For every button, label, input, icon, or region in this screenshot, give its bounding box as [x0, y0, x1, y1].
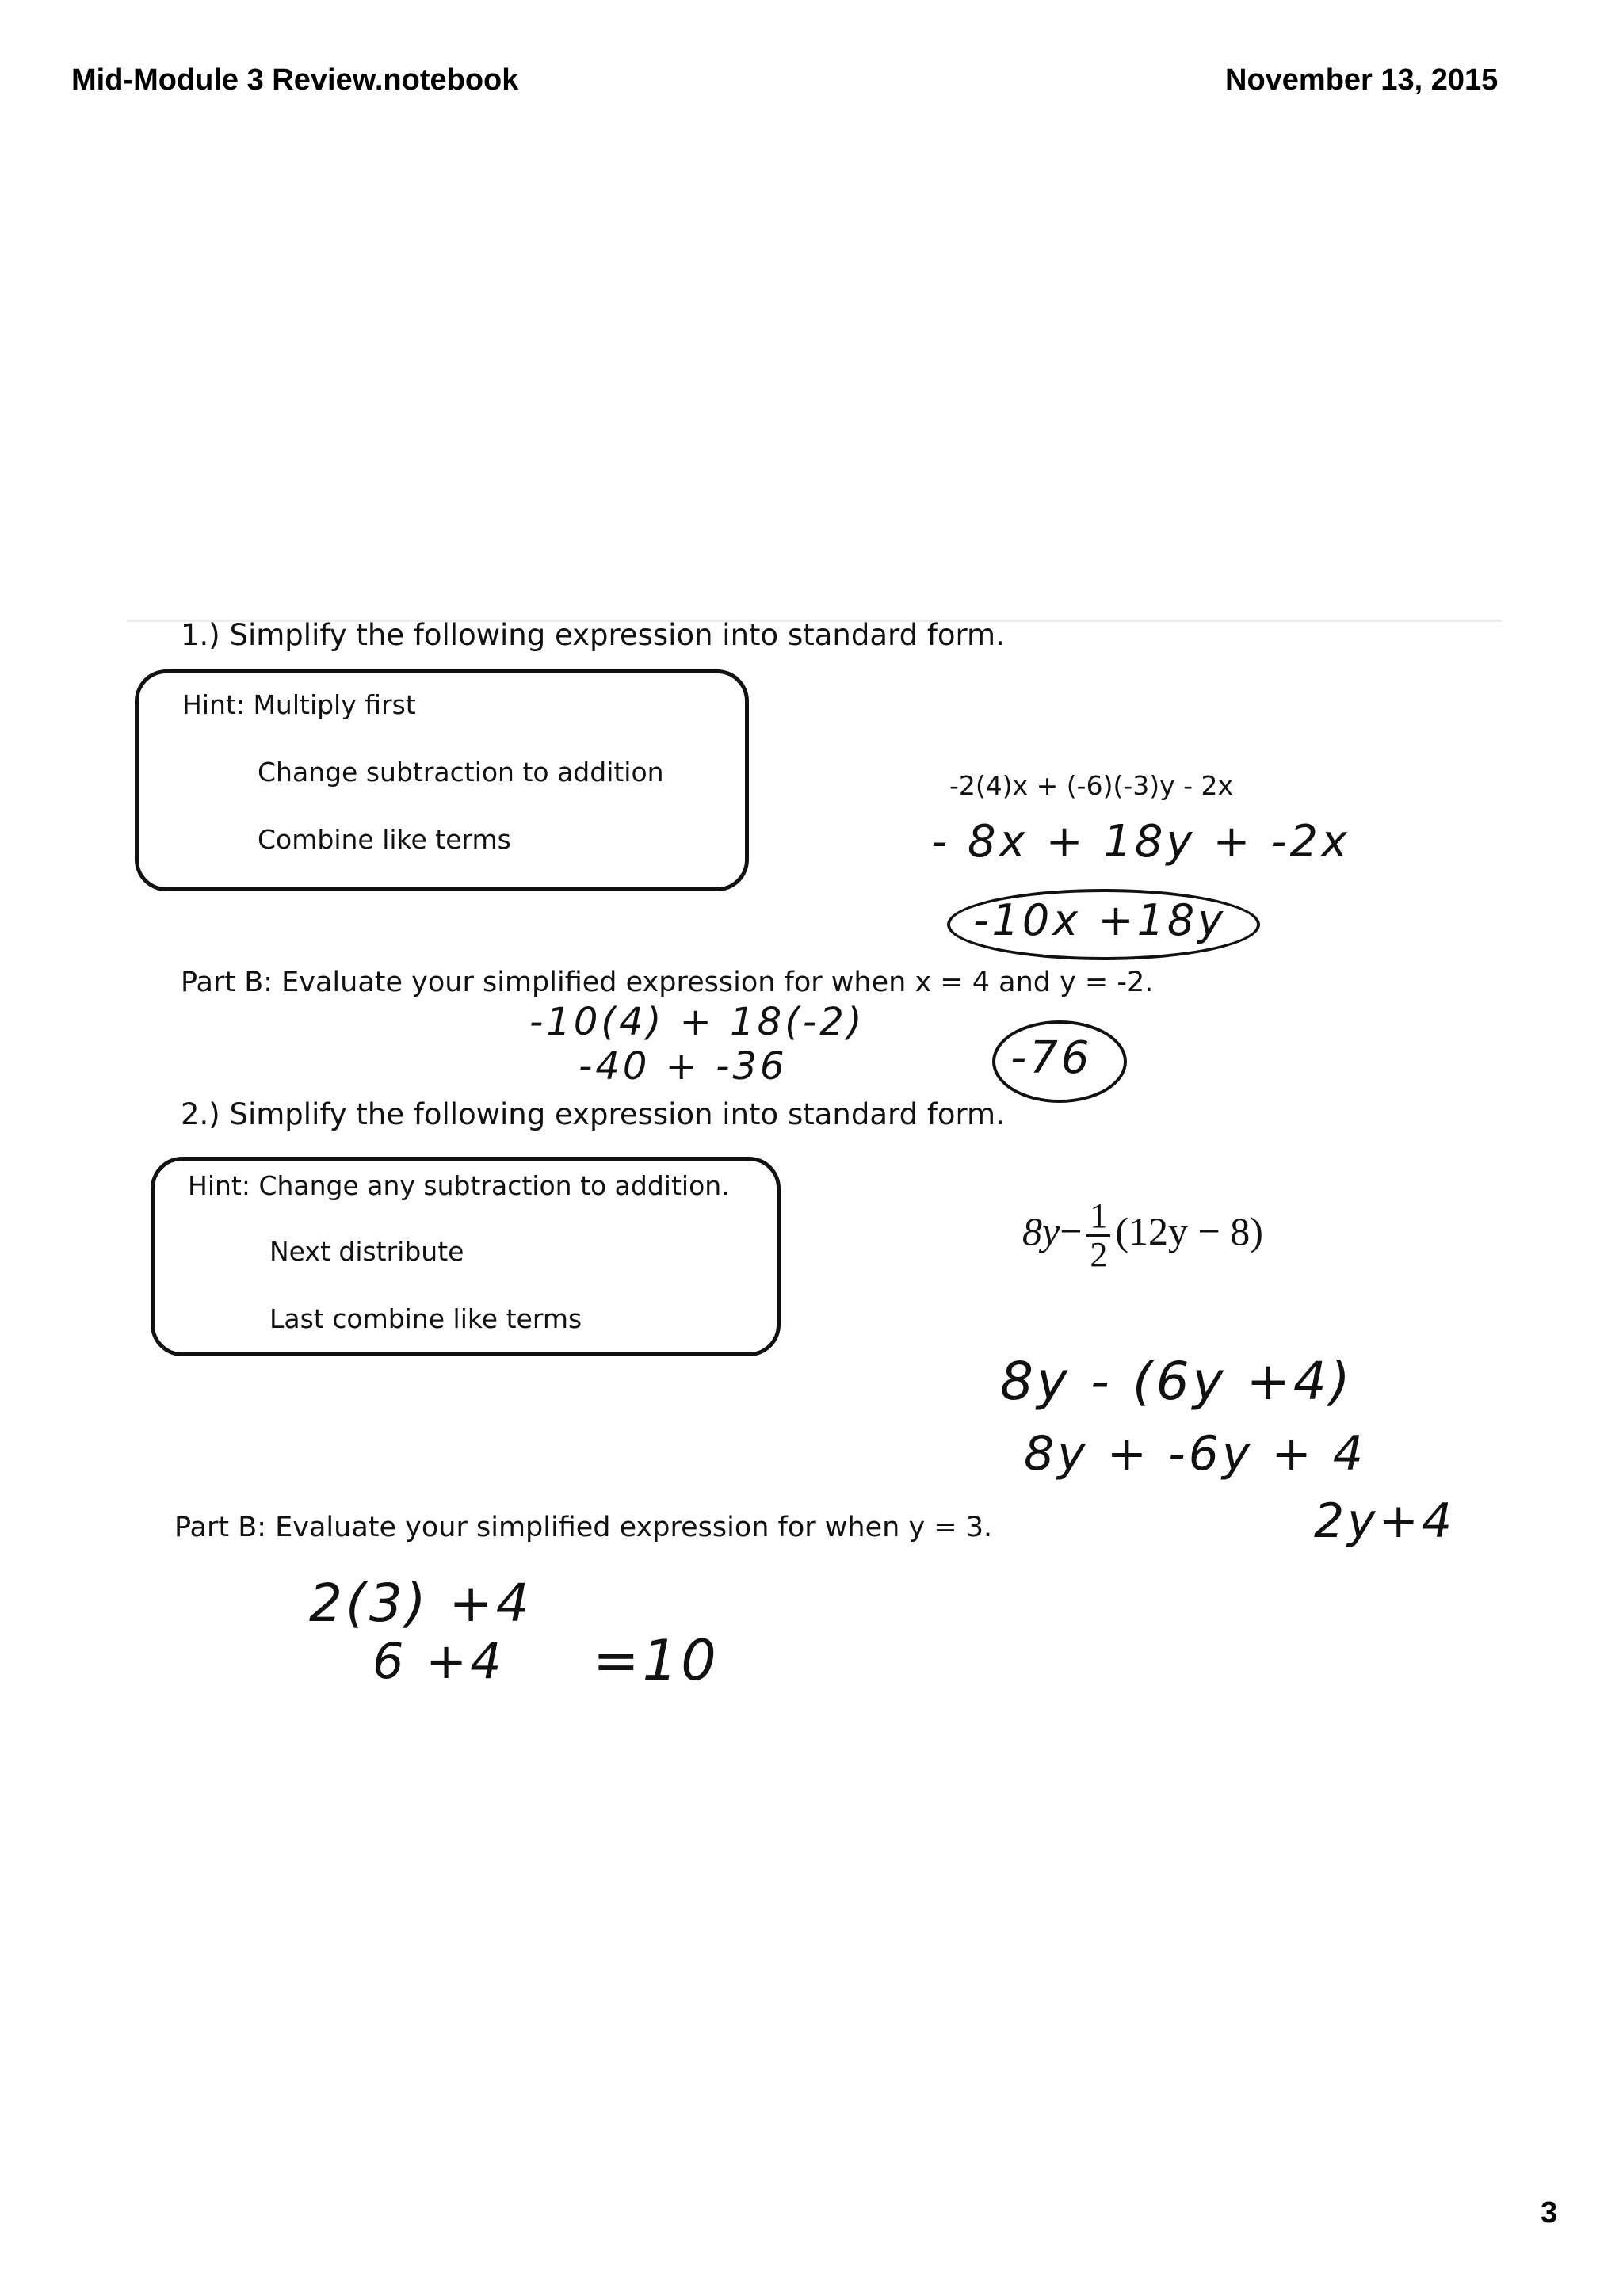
problem2-expression — [1022, 1198, 1263, 1273]
problem2-partb-answer: =10 — [593, 1628, 720, 1693]
problem1-hint-1: Hint: Multiply first — [182, 689, 416, 720]
problem1-partb-work-2: -40 + -36 — [579, 1044, 788, 1089]
problem2-hint-3: Last combine like terms — [269, 1303, 582, 1334]
problem1-work-step1: - 8x + 18y + -2x — [931, 816, 1351, 868]
problem2-expr-tail: (12y − 8) — [1115, 1208, 1263, 1253]
problem2-answer: 2y+4 — [1314, 1493, 1456, 1549]
problem1-answer: -10x +18y — [973, 895, 1227, 945]
problem2-partb-work-2: 6 +4 — [372, 1632, 505, 1690]
notebook-title: Mid-Module 3 Review.notebook — [71, 63, 519, 97]
problem2-expr-minus: − — [1060, 1208, 1083, 1253]
problem1-expression: -2(4)x + (-6)(-3)y - 2x — [949, 770, 1234, 801]
problem2-expr-fraction — [1086, 1198, 1110, 1273]
problem2-hint-box — [151, 1157, 781, 1356]
page-date: November 13, 2015 — [1225, 63, 1499, 97]
page-number: 3 — [1541, 2196, 1558, 2229]
problem2-partb-prompt: Part B: Evaluate your simplified expression for when y = 3. — [174, 1512, 993, 1543]
problem1-hint-2: Change subtraction to addition — [258, 757, 664, 788]
problem1-partb-work-1: -10(4) + 18(-2) — [529, 1000, 865, 1044]
problem2-partb-work-1: 2(3) +4 — [309, 1573, 533, 1634]
problem2-expr-frac-den: 2 — [1090, 1235, 1108, 1274]
problem2-expr-lead: 8y — [1022, 1208, 1060, 1253]
problem2-prompt: 2.) Simplify the following expression into standard form. — [181, 1097, 1005, 1131]
problem1-partb-answer: -76 — [1010, 1032, 1093, 1084]
problem1-partb-prompt: Part B: Evaluate your simplified expression for when x = 4 and y = -2. — [181, 967, 1154, 998]
problem2-work-step1: 8y - (6y +4) — [1000, 1351, 1354, 1412]
problem2-hint-2: Next distribute — [269, 1236, 464, 1267]
problem2-work-step2: 8y + -6y + 4 — [1024, 1426, 1367, 1482]
problem1-hint-box — [135, 669, 749, 891]
problem2-expr-frac-num: 1 — [1086, 1198, 1110, 1237]
problem1-prompt: 1.) Simplify the following expression into standard form. — [181, 618, 1005, 652]
problem2-hint-1: Hint: Change any subtraction to addition. — [188, 1170, 730, 1201]
problem1-hint-3: Combine like terms — [258, 824, 511, 855]
